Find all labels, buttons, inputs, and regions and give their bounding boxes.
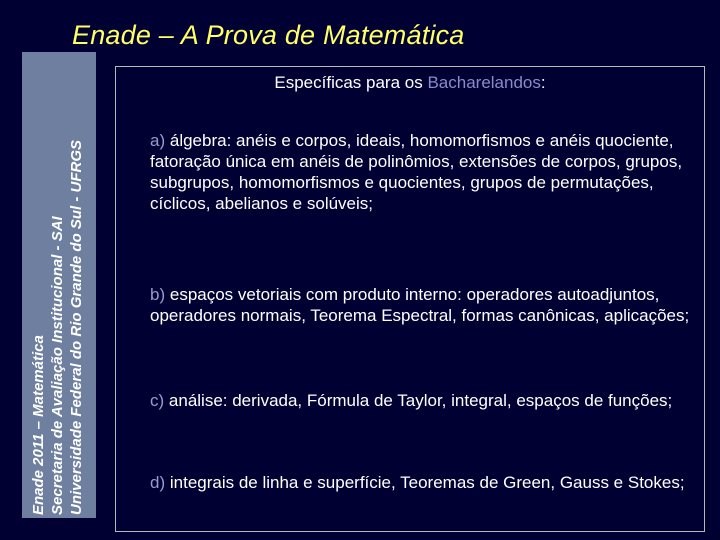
item-text: integrais de linha e superfície, Teoremas de Green, Gauss e Stokes;: [169, 473, 685, 492]
topic-item-algebra: [150, 130, 698, 214]
topic-item-integrals: [150, 472, 698, 493]
heading-prefix: Específicas para os: [274, 73, 428, 92]
topic-item-vector-spaces: [150, 284, 698, 326]
slide-title: Enade – A Prova de Matemática: [72, 20, 465, 50]
sidebar-caption: [29, 55, 89, 515]
content-panel: [115, 66, 705, 532]
heading-suffix: :: [540, 73, 546, 92]
item-letter: d): [150, 473, 166, 492]
sidebar-line-university: Universidade Federal do Rio Grande do Sul - UFRGS: [68, 139, 85, 515]
item-letter: b): [150, 285, 166, 304]
item-letter: a): [150, 131, 166, 150]
item-text: análise: derivada, Fórmula de Taylor, integral, espaços de funções;: [168, 391, 673, 410]
sidebar-line-exam: Enade 2011 – Matemática: [30, 335, 47, 515]
item-text: espaços vetoriais com produto interno: operadores autoadjuntos, operadores normais, Teorema Espectral, formas canônicas, aplicações;: [150, 285, 690, 325]
sidebar-line-secretariat: Secretaria de Avaliação Institucional - SAI: [49, 216, 66, 515]
item-letter: c): [150, 391, 165, 410]
heading-accent: Bacharelandos: [427, 73, 541, 92]
item-text: álgebra: anéis e corpos, ideais, homomorfismos e anéis quociente, fatoração única em anéis de polinômios, extensões de corpos, grupos, subgrupos, homomorfismos e quocientes, grupos de permutações, cíclicos, abelianos e solúveis;: [150, 131, 683, 213]
topic-item-analysis: [150, 390, 698, 411]
section-heading: [116, 73, 704, 93]
